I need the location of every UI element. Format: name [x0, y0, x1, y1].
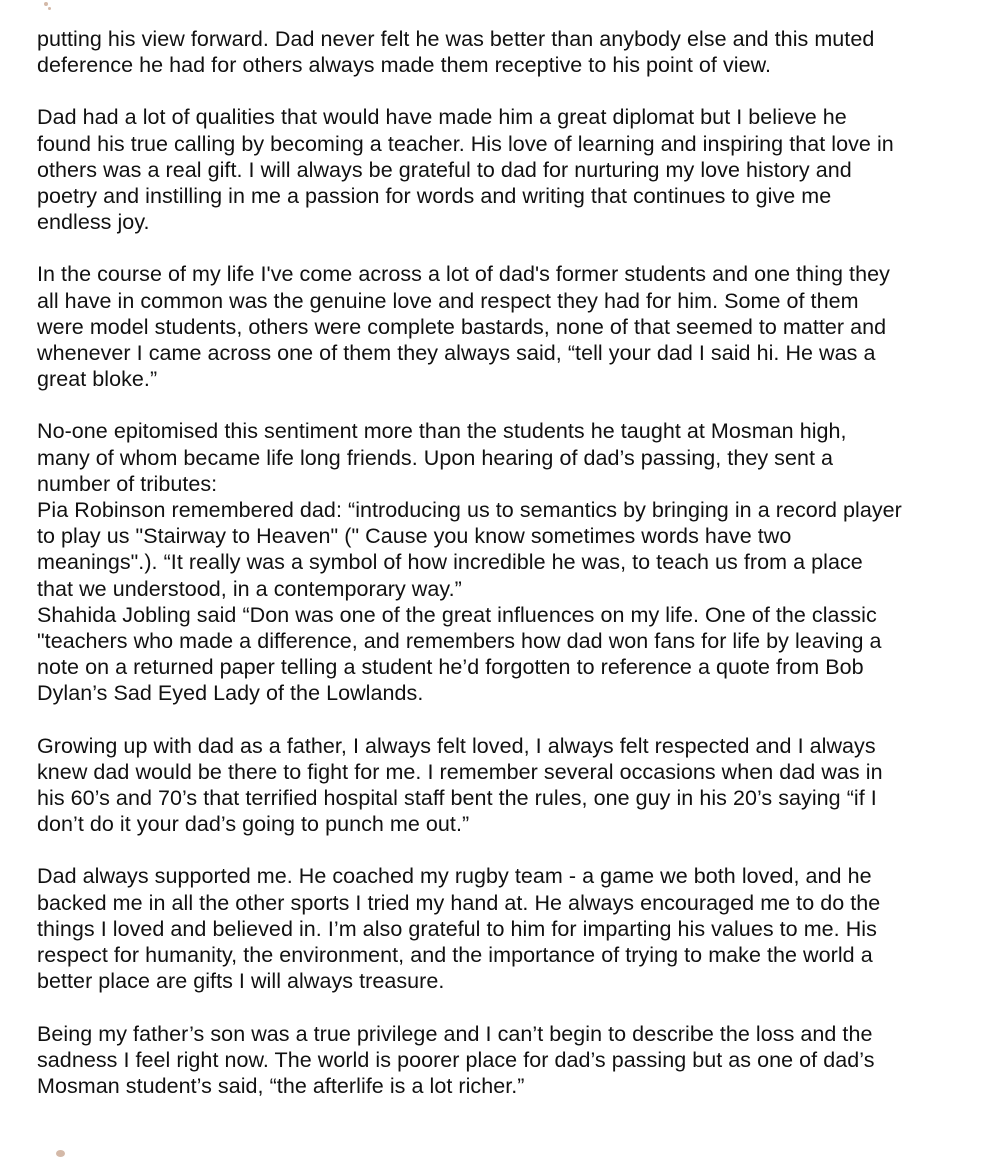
text-line: Dad always supported me. He coached my rugby team - a game we both loved, and he	[37, 864, 872, 889]
text-line: great bloke.”	[37, 367, 158, 392]
text-line: Shahida Jobling said “Don was one of the great influences on my life. One of the classic	[37, 602, 877, 627]
paragraph	[37, 418, 997, 706]
text-line: Dad had a lot of qualities that would have made him a great diplomat but I believe he	[37, 105, 847, 130]
text-line: better place are gifts I will always treasure.	[37, 969, 445, 994]
text-line: many of whom became life long friends. Upon hearing of dad’s passing, they sent a	[37, 445, 834, 470]
text-line: knew dad would be there to fight for me. I remember several occasions when dad was in	[37, 759, 883, 784]
text-line: to play us "Stairway to Heaven" (" Cause you know sometimes words have two	[37, 524, 792, 549]
paragraph	[37, 26, 997, 78]
text-line: endless joy.	[37, 210, 150, 235]
text-line: deference he had for others always made them receptive to his point of view.	[37, 53, 772, 78]
text-line: Pia Robinson remembered dad: “introducing us to semantics by bringing in a record player	[37, 498, 902, 523]
paragraph	[37, 104, 997, 235]
text-line: note on a returned paper telling a student he’d forgotten to reference a quote from Bob	[37, 655, 864, 680]
text-line: No-one epitomised this sentiment more than the students he taught at Mosman high,	[37, 419, 847, 444]
text-line: were model students, others were complete bastards, none of that seemed to matter and	[37, 314, 887, 339]
text-line: don’t do it your dad’s going to punch me out.”	[37, 812, 470, 837]
paragraph	[37, 863, 997, 994]
scan-speck	[56, 1150, 65, 1157]
paragraph	[37, 1021, 997, 1100]
paragraph	[37, 261, 997, 392]
text-line: others was a real gift. I will always be grateful to dad for nurturing my love history and	[37, 157, 852, 182]
text-line: meanings".). “It really was a symbol of how incredible he was, to teach us from a place	[37, 550, 863, 575]
text-line: his 60’s and 70’s that terrified hospital staff bent the rules, one guy in his 20’s saying “if I	[37, 786, 877, 811]
text-line: Being my father’s son was a true privilege and I can’t begin to describe the loss and the	[37, 1021, 873, 1046]
text-line: Growing up with dad as a father, I always felt loved, I always felt respected and I always	[37, 733, 876, 758]
paragraph	[37, 733, 997, 838]
text-line: things I loved and believed in. I’m also grateful to him for imparting his values to me. His	[37, 916, 877, 941]
text-line: that we understood, in a contemporary way.”	[37, 576, 462, 601]
text-line: In the course of my life I've come across a lot of dad's former students and one thing they	[37, 262, 890, 287]
text-line: number of tributes:	[37, 471, 218, 496]
document-body	[37, 26, 997, 1099]
text-line: putting his view forward. Dad never felt he was better than anybody else and this muted	[37, 27, 875, 51]
text-line: all have in common was the genuine love and respect they had for him. Some of them	[37, 288, 859, 313]
text-line: found his true calling by becoming a teacher. His love of learning and inspiring that love in	[37, 131, 894, 156]
text-line: poetry and instilling in me a passion for words and writing that continues to give me	[37, 184, 832, 209]
scan-speck	[48, 7, 51, 10]
text-line: sadness I feel right now. The world is poorer place for dad’s passing but as one of dad’s	[37, 1047, 875, 1072]
text-line: whenever I came across one of them they always said, “tell your dad I said hi. He was a	[37, 341, 876, 366]
text-line: backed me in all the other sports I tried my hand at. He always encouraged me to do the	[37, 890, 881, 915]
text-line: Dylan’s Sad Eyed Lady of the Lowlands.	[37, 681, 424, 706]
text-line: Mosman student’s said, “the afterlife is a lot richer.”	[37, 1073, 525, 1098]
scan-speck	[44, 2, 48, 6]
text-line: "teachers who made a difference, and remembers how dad won fans for life by leaving a	[37, 629, 882, 654]
text-line: respect for humanity, the environment, and the importance of trying to make the world a	[37, 943, 873, 968]
